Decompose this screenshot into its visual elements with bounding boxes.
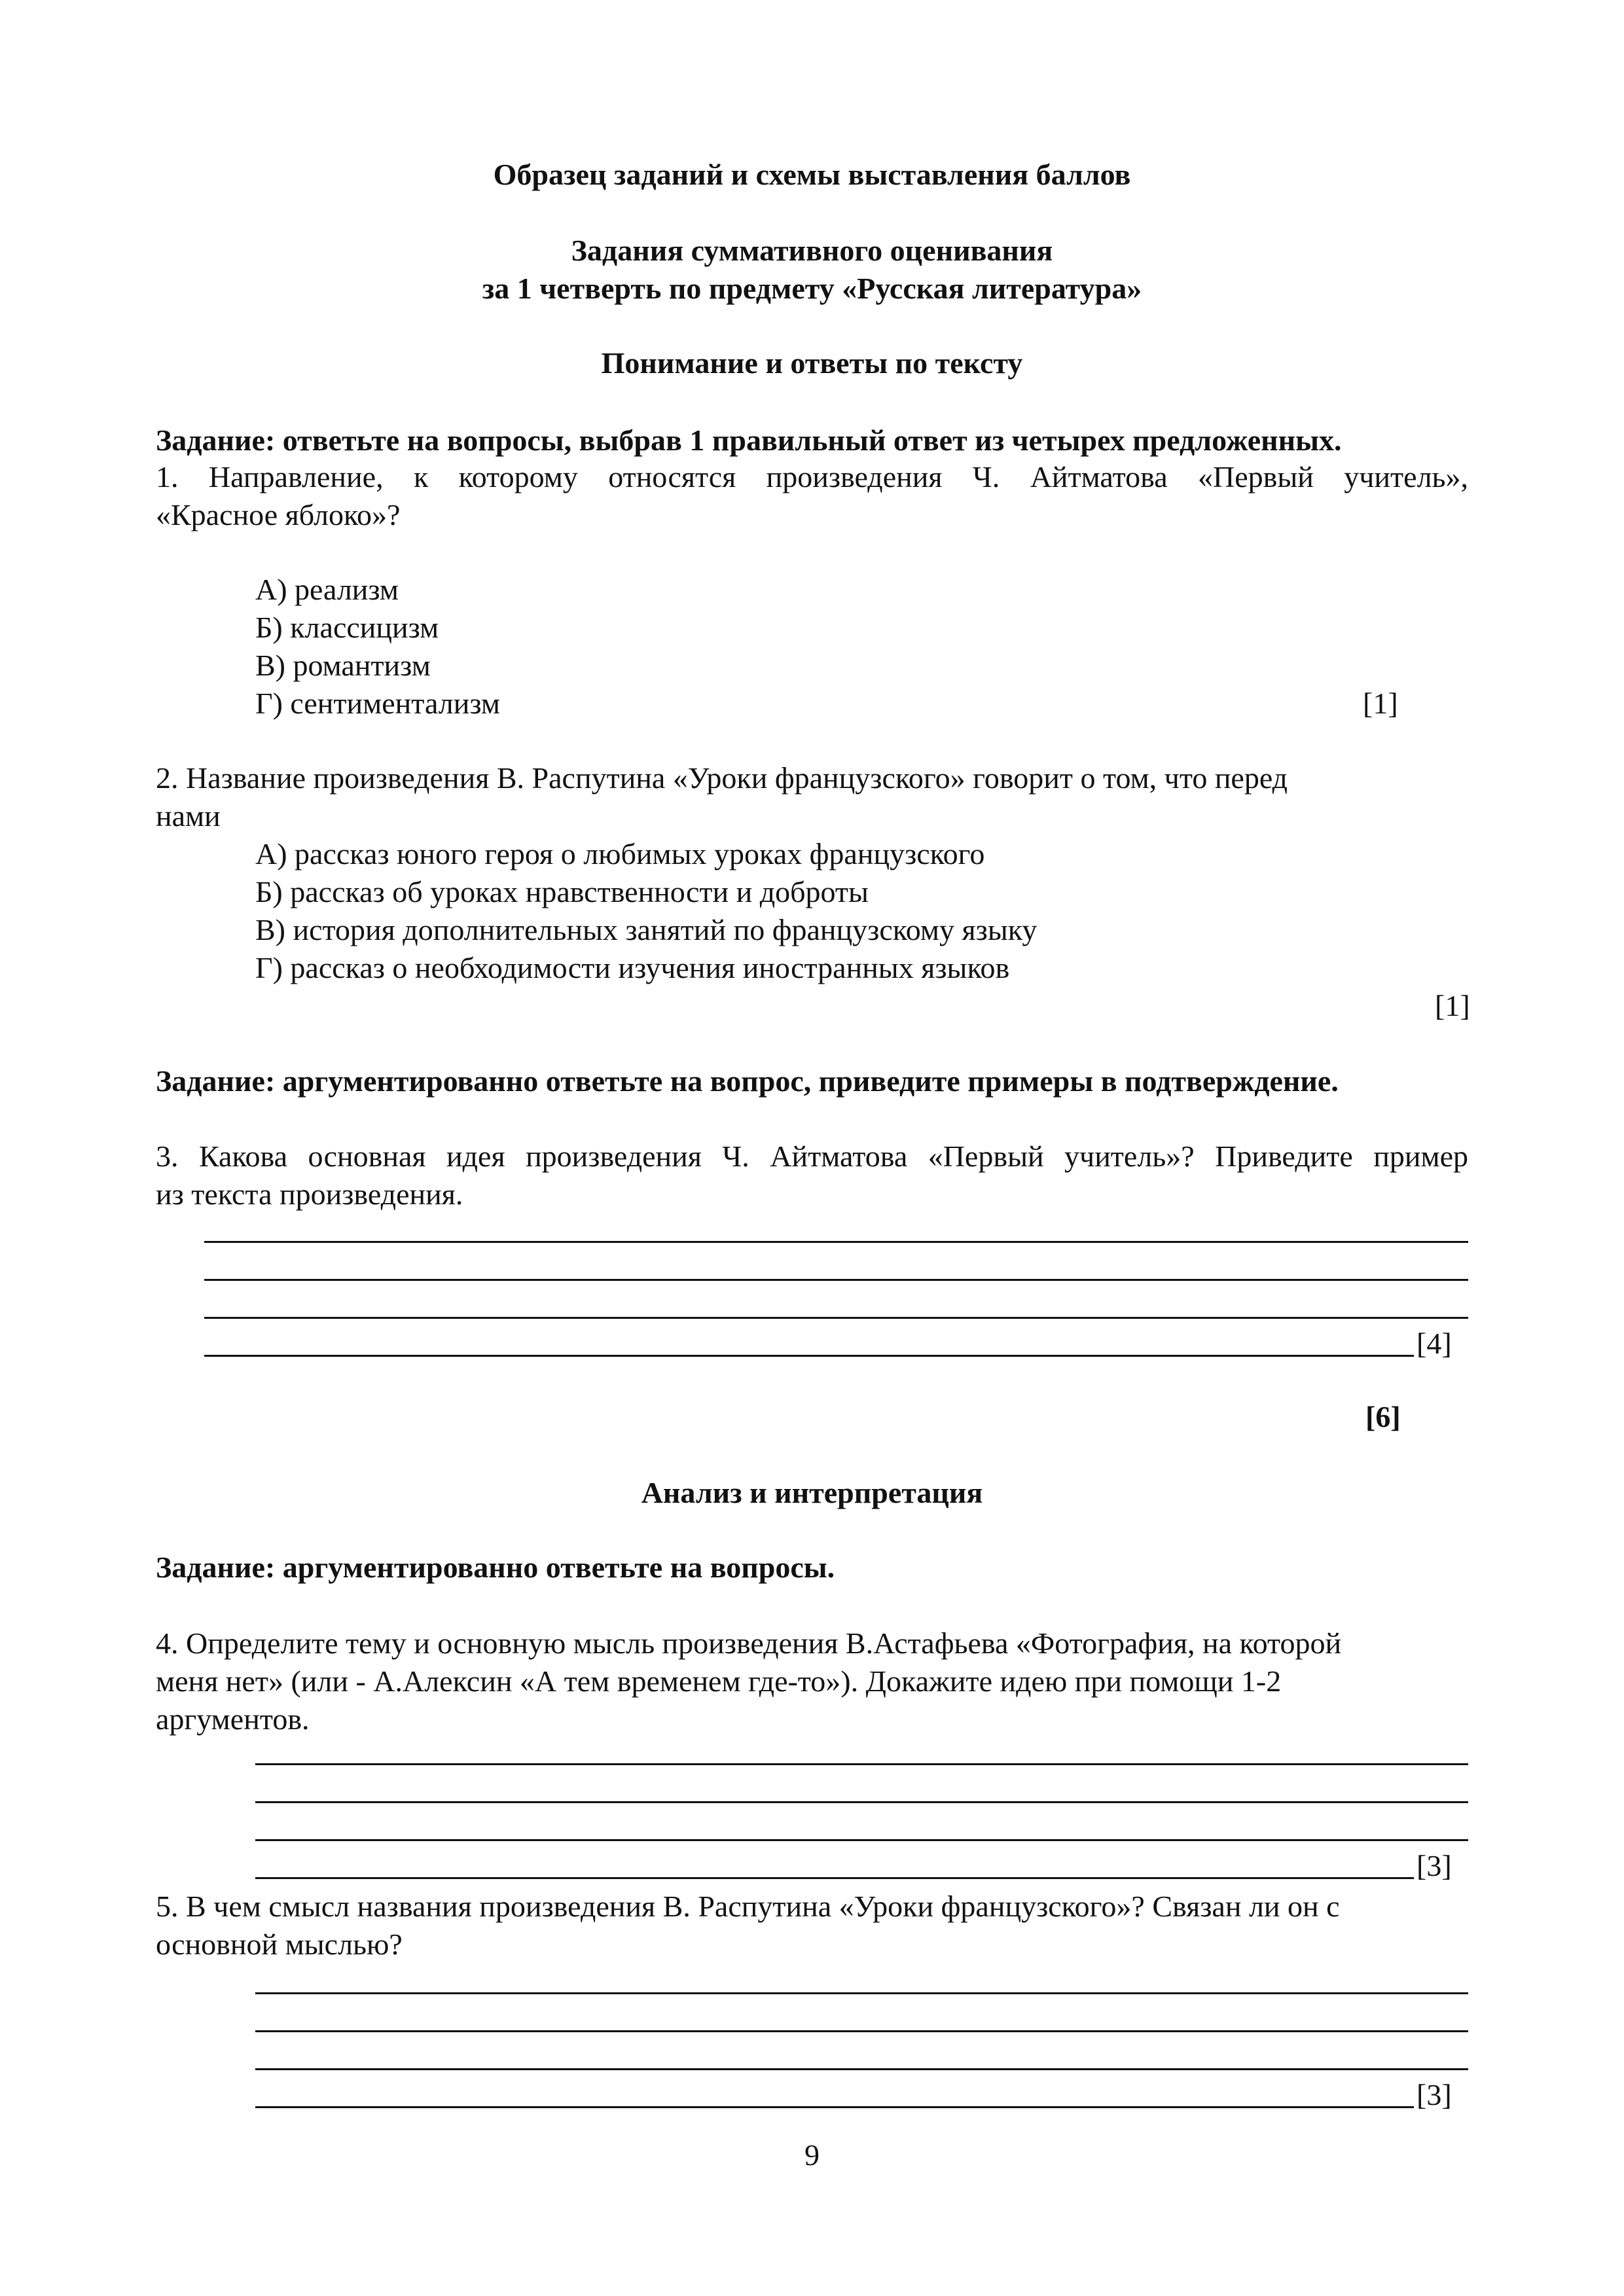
q5-answer-line-3[interactable]: [255, 2068, 1468, 2070]
q1-text-line2: «Красное яблоко»?: [156, 498, 401, 531]
q5-text-line2: основной мыслью?: [156, 1928, 403, 1961]
q2-option-a: А) рассказ юного героя о любимых уроках французского: [255, 837, 985, 870]
q2-option-d: Г) рассказ о необходимости изучения иностранных языков: [255, 951, 1010, 984]
page-number: 9: [804, 2138, 820, 2172]
q1-option-b: Б) классицизм: [255, 611, 439, 644]
q3-answer-line-3[interactable]: [204, 1317, 1468, 1319]
q4-answer-line-2[interactable]: [255, 1801, 1468, 1803]
q5-answer-line-1[interactable]: [255, 1992, 1468, 1994]
q1-score-mark: [1]: [1363, 687, 1398, 720]
q3-answer-line-4[interactable]: [204, 1355, 1414, 1357]
q5-text-line1: 5. В чем смысл названия произведения В. Распутина «Уроки французского»? Связан ли он с: [156, 1890, 1340, 1923]
section2-task-instruction: Задание: аргументированно ответьте на вопросы.: [156, 1551, 835, 1584]
q4-text-line2: меня нет» (или - А.Алексин «А тем временем где-то»). Докажите идею при помощи 1-2: [156, 1664, 1282, 1698]
q5-answer-line-4[interactable]: [255, 2106, 1414, 2108]
q1-option-c: В) романтизм: [255, 649, 431, 682]
q2-option-c: В) история дополнительных занятий по французскому языку: [255, 913, 1038, 946]
q4-answer-line-3[interactable]: [255, 1839, 1468, 1841]
q2-text-line2: нами: [156, 799, 221, 833]
document-subtitle-line2: за 1 четверть по предмету «Русская литература»: [482, 272, 1142, 305]
q3-text-line1: 3. Какова основная идея произведения Ч. Айтматова «Первый учитель»? Приведите пример: [156, 1139, 1468, 1173]
document-subtitle-line1: Задания суммативного оценивания: [571, 234, 1053, 267]
q3-answer-line-2[interactable]: [204, 1279, 1468, 1281]
section1-task1-instruction: Задание: ответьте на вопросы, выбрав 1 правильный ответ из четырех предложенных.: [156, 423, 1342, 457]
section1-task2-instruction: Задание: аргументированно ответьте на вопрос, приведите примеры в подтверждение.: [156, 1064, 1339, 1098]
q5-score-mark: [3]: [1416, 2078, 1452, 2111]
q3-text-line2: из текста произведения.: [156, 1177, 463, 1211]
q2-score-mark: [1]: [1435, 989, 1470, 1022]
q1-option-a: А) реализм: [255, 573, 399, 606]
q4-score-mark: [3]: [1416, 1849, 1452, 1882]
q4-text-line1: 4. Определите тему и основную мысль произведения В.Астафьева «Фотография, на которой: [156, 1626, 1342, 1660]
section1-heading: Понимание и ответы по тексту: [601, 346, 1023, 380]
q4-answer-line-1[interactable]: [255, 1763, 1468, 1765]
q4-text-line3: аргументов.: [156, 1702, 310, 1736]
q3-score-mark: [4]: [1416, 1327, 1452, 1360]
document-title: Образец заданий и схемы выставления баллов: [493, 158, 1131, 191]
q1-option-d: Г) сентиментализм: [255, 687, 500, 720]
q1-text-line1: 1. Направление, к которому относятся произведения Ч. Айтматова «Первый учитель»,: [156, 460, 1468, 493]
q4-answer-line-4[interactable]: [255, 1877, 1414, 1879]
q3-answer-line-1[interactable]: [204, 1241, 1468, 1243]
q2-option-b: Б) рассказ об уроках нравственности и доброты: [255, 875, 869, 908]
section2-heading: Анализ и интерпретация: [641, 1476, 983, 1509]
q2-text-line1: 2. Название произведения В. Распутина «Уроки французского» говорит о том, что перед: [156, 761, 1288, 795]
q5-answer-line-2[interactable]: [255, 2030, 1468, 2032]
section1-total-score: [6]: [1365, 1400, 1401, 1433]
